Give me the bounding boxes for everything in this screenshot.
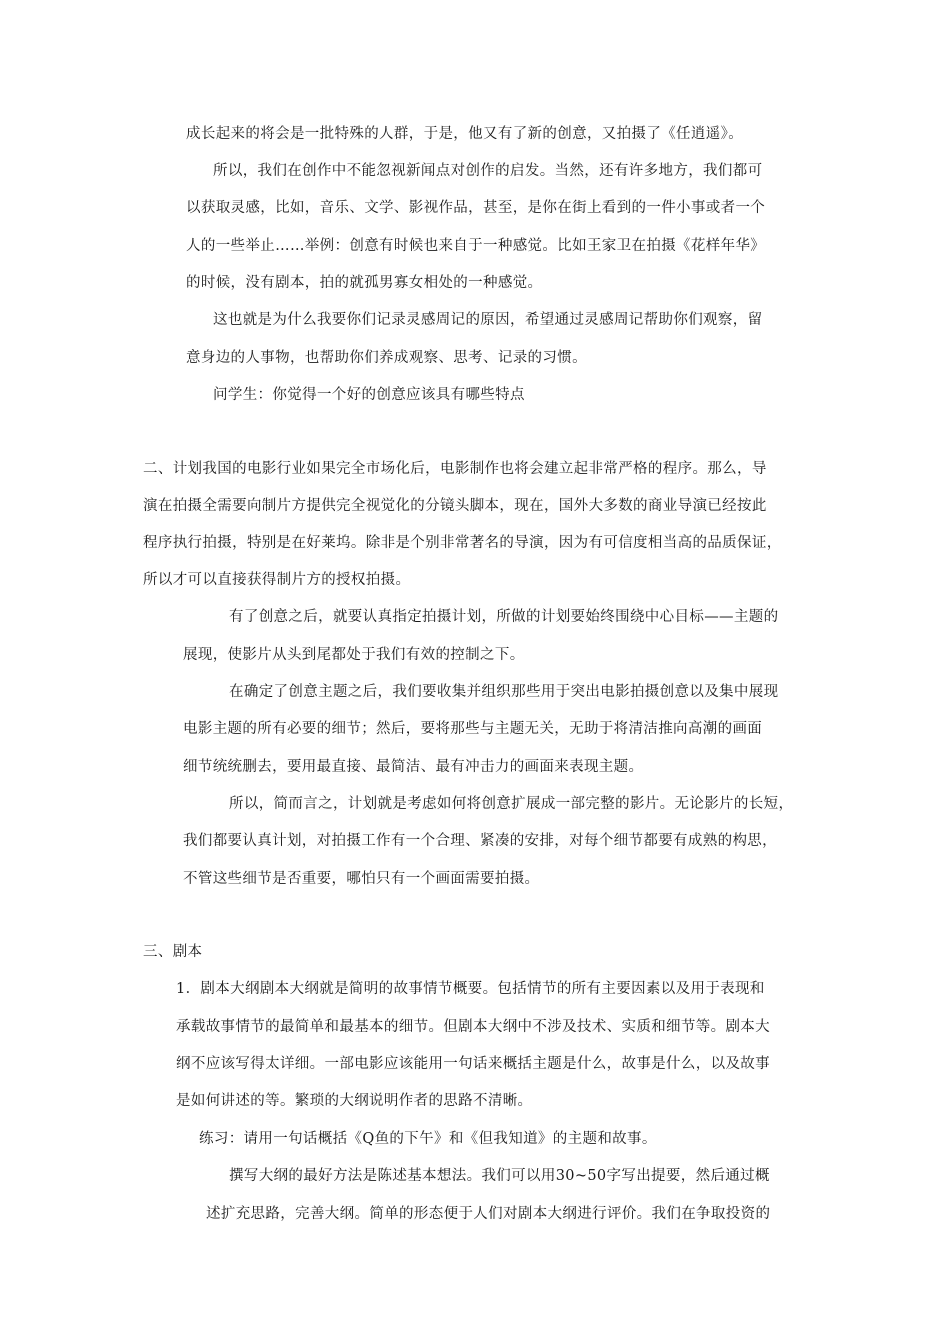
text-line: 这也就是为什么我要你们记录灵感周记的原因，希望通过灵感周记帮助你们观察，留 <box>213 312 763 328</box>
text-line: 成长起来的将会是一批特殊的人群，于是，他又有了新的创意，又拍摄了《任逍遥》。 <box>186 126 744 142</box>
text-line: 承载故事情节的最简单和最基本的细节。但剧本大纲中不涉及技术、实质和细节等。剧本大 <box>176 1019 770 1035</box>
text-line: 述扩充思路，完善大纲。简单的形态便于人们对剧本大纲进行评价。我们在争取投资的 <box>206 1206 771 1222</box>
text-line: 的时候，没有剧本，拍的就孤男寡女相处的一种感觉。 <box>186 275 543 291</box>
text-line: 细节统统删去，要用最直接、最简洁、最有冲击力的画面来表现主题。 <box>183 759 644 775</box>
text-line: 所以，简而言之，计划就是考虑如何将创意扩展成一部完整的影片。无论影片的长短， <box>229 796 794 812</box>
text-line: 以获取灵感，比如，音乐、文学、影视作品，甚至，是你在街上看到的一件小事或者一个 <box>186 200 766 216</box>
text-line: 程序执行拍摄，特别是在好莱坞。除非是个别非常著名的导演，因为有可信度相当高的品质保证， <box>143 535 782 551</box>
text-line: 在确定了创意主题之后，我们要收集并组织那些用于突出电影拍摄创意以及集中展现 <box>229 684 779 700</box>
text-line: 意身边的人事物，也帮助你们养成观察、思考、记录的习惯。 <box>186 350 587 366</box>
text-line: 撰写大纲的最好方法是陈述基本想法。我们可以用30~50字写出提要，然后通过概 <box>229 1168 770 1184</box>
text-line: 所以，我们在创作中不能忽视新闻点对创作的启发。当然，还有许多地方，我们都可 <box>213 163 763 179</box>
text-line: 1．剧本大纲剧本大纲就是简明的故事情节概要。包括情节的所有主要因素以及用于表现和 <box>176 981 765 997</box>
text-line: 人的一些举止……举例：创意有时候也来自于一种感觉。比如王家卫在拍摄《花样年华》 <box>186 238 766 254</box>
text-line: 所以才可以直接获得制片方的授权拍摄。 <box>143 572 411 588</box>
text-line: 问学生：你觉得一个好的创意应该具有哪些特点 <box>213 387 525 403</box>
text-line: 有了创意之后，就要认真指定拍摄计划，所做的计划要始终围绕中心目标——主题的 <box>229 609 779 625</box>
text-line: 展现，使影片从头到尾都处于我们有效的控制之下。 <box>183 647 525 663</box>
text-line: 我们都要认真计划，对拍摄工作有一个合理、紧凑的安排，对每个细节都要有成熟的构思， <box>183 833 777 849</box>
section-heading: 三、剧本 <box>143 944 203 960</box>
text-line: 是如何讲述的等。繁琐的大纲说明作者的思路不清晰。 <box>176 1093 533 1109</box>
text-line: 练习：请用一句话概括《Q鱼的下午》和《但我知道》的主题和故事。 <box>199 1131 657 1147</box>
text-line: 电影主题的所有必要的细节；然后，要将那些与主题无关，无助于将清洁推向高潮的画面 <box>183 721 763 737</box>
section-heading-text-line: 二、计划我国的电影行业如果完全市场化后，电影制作也将会建立起非常严格的程序。那么，导 <box>143 461 767 477</box>
text-line: 不管这些细节是否重要，哪怕只有一个画面需要拍摄。 <box>183 871 540 887</box>
text-line: 纲不应该写得太详细。一部电影应该能用一句话来概括主题是什么，故事是什么，以及故事 <box>176 1056 770 1072</box>
text-line: 演在拍摄全需要向制片方提供完全视觉化的分镜头脚本，现在，国外大多数的商业导演已经按此 <box>143 498 767 514</box>
